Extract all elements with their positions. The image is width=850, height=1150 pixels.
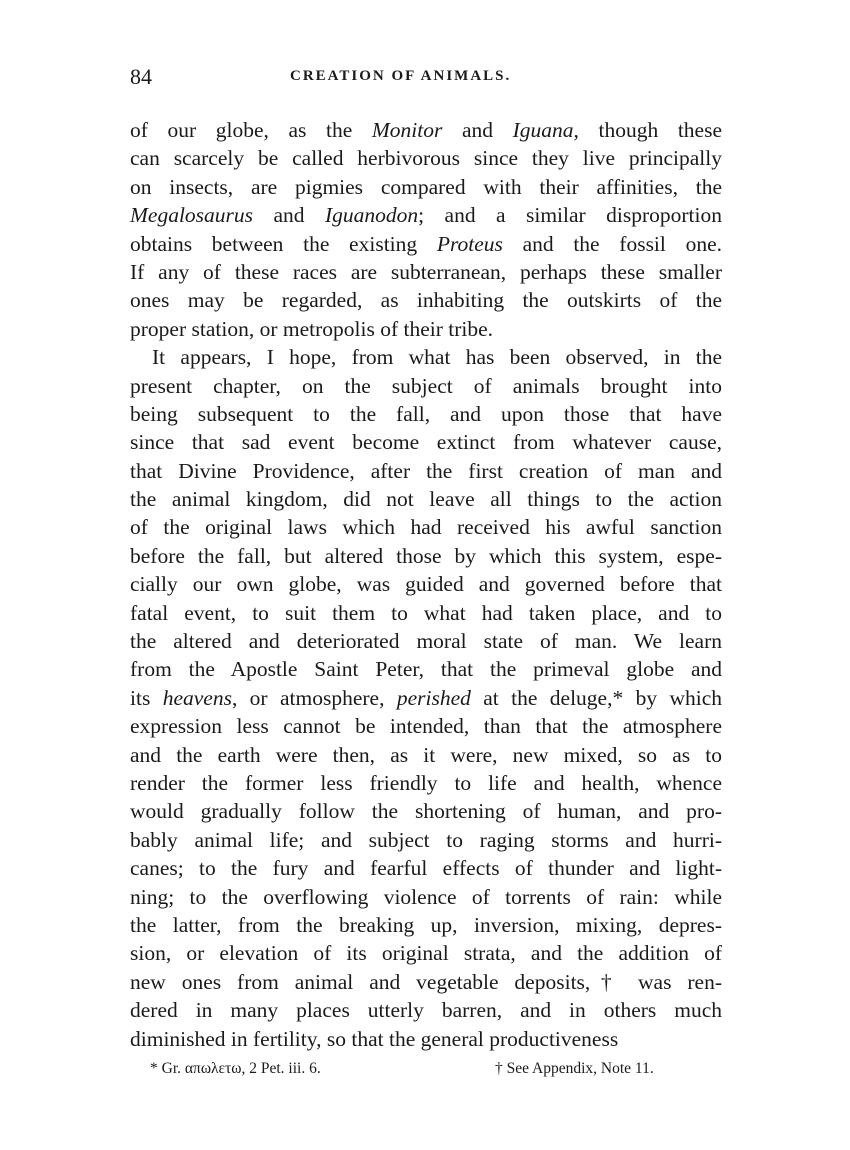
text-line	[130, 911, 722, 939]
text-line	[130, 173, 722, 201]
text-run: , though these	[573, 118, 722, 142]
text-line	[130, 201, 722, 229]
text-run: the latter, from the breaking up, inversion, mixing, depres-	[130, 912, 722, 937]
text-run: canes; to the fury and fearful effects of thunder and light-	[130, 856, 722, 881]
text-run: that Divine Providence, after the first creation of man and	[130, 458, 722, 483]
text-line	[130, 116, 722, 144]
text-run: render the former less friendly to life and health, whence	[130, 770, 722, 795]
text-run: bably animal life; and subject to raging storms and hurri-	[130, 827, 722, 852]
text-line	[130, 144, 722, 172]
text-run: new ones from animal and vegetable deposits,† was ren-	[130, 969, 722, 994]
text-line	[130, 939, 722, 967]
text-run: and the earth were then, as it were, new mixed, so as to	[130, 742, 722, 767]
text-run: cially our own globe, was guided and governed before that	[130, 572, 722, 597]
text-line	[130, 400, 722, 428]
text-run: sion, or elevation of its original strata, and the addition of	[130, 941, 722, 966]
text-line	[130, 542, 722, 570]
text-line	[130, 797, 722, 825]
text-run: expression less cannot be intended, than that the atmosphere	[130, 714, 722, 739]
text-line	[130, 712, 722, 740]
text-line	[130, 230, 722, 258]
text-line	[130, 286, 722, 314]
text-run: ; and a similar disproportion	[418, 203, 722, 228]
text-run: would gradually follow the shortening of human, and pro-	[130, 799, 722, 824]
text-run: on insects, are pigmies compared with their affinities, the	[130, 174, 722, 199]
text-run: ones may be regarded, as inhabiting the outskirts of the	[130, 288, 722, 313]
italic-term: Iguana	[512, 118, 574, 142]
text-line	[130, 372, 722, 400]
page-number: 84	[130, 64, 152, 89]
text-run: diminished in fertility, so that the general productiveness	[130, 1026, 619, 1051]
text-run: of the original laws which had received his awful sanction	[130, 515, 722, 540]
text-line	[130, 1025, 722, 1053]
text-run: , or atmosphere,	[231, 685, 397, 710]
text-run: fatal event, to suit them to what had taken place, and to	[130, 600, 722, 625]
text-line	[130, 655, 722, 683]
text-line	[130, 315, 722, 343]
text-run: present chapter, on the subject of animals brought into	[130, 373, 722, 398]
italic-term: heavens	[162, 685, 232, 710]
text-run: If any of these races are subterranean, perhaps these smaller	[130, 259, 722, 284]
page-header	[130, 64, 722, 90]
body-text	[130, 116, 722, 1053]
text-line	[130, 769, 722, 797]
text-run: before the fall, but altered those by which this system, espe-	[130, 543, 722, 568]
text-line	[130, 684, 722, 712]
text-run: since that sad event become extinct from whatever cause,	[130, 430, 722, 455]
text-line	[130, 513, 722, 541]
text-run: dered in many places utterly barren, and in others much	[130, 998, 722, 1023]
text-run: obtains between the existing	[130, 231, 437, 256]
text-line	[130, 854, 722, 882]
text-run: being subsequent to the fall, and upon those that have	[130, 401, 722, 426]
text-run: its	[130, 685, 163, 710]
text-line	[130, 599, 722, 627]
italic-term: Megalosaurus	[130, 203, 254, 228]
text-line	[130, 996, 722, 1024]
text-run: It appears, I hope, from what has been observed, in the	[152, 345, 722, 370]
text-line	[130, 883, 722, 911]
text-line	[130, 741, 722, 769]
text-line	[130, 826, 722, 854]
text-line	[130, 258, 722, 286]
text-line	[130, 428, 722, 456]
text-line	[130, 968, 722, 996]
text-run: and	[442, 118, 513, 142]
text-line	[130, 627, 722, 655]
text-run: the animal kingdom, did not leave all things to the action	[130, 487, 722, 512]
italic-term: Proteus	[436, 231, 503, 256]
footnotes	[150, 1060, 710, 1084]
running-title: CREATION OF ANIMALS.	[290, 68, 512, 84]
text-run: of our globe, as the	[130, 118, 372, 142]
italic-term: perished	[396, 685, 471, 710]
text-line	[130, 485, 722, 513]
text-run: and	[253, 203, 325, 228]
text-run: the altered and deteriorated moral state of man. We learn	[130, 629, 722, 654]
italic-term: Monitor	[371, 118, 443, 142]
text-run: can scarcely be called herbivorous since they live principally	[130, 146, 722, 171]
text-run: and the fossil one.	[502, 231, 722, 256]
text-run: from the Apostle Saint Peter, that the primeval globe and	[130, 657, 722, 682]
text-run: ning; to the overflowing violence of torrents of rain: while	[130, 884, 722, 909]
text-line	[130, 457, 722, 485]
footnote-1: * Gr. απωλετω, 2 Pet. iii. 6.	[150, 1060, 321, 1077]
italic-term: Iguanodon	[324, 203, 419, 228]
footnote-2: † See Appendix, Note 11.	[495, 1060, 654, 1077]
text-run: proper station, or metropolis of their tribe.	[130, 316, 494, 341]
text-run: at the deluge,* by which	[470, 685, 722, 710]
text-line	[130, 570, 722, 598]
text-line	[130, 343, 722, 371]
